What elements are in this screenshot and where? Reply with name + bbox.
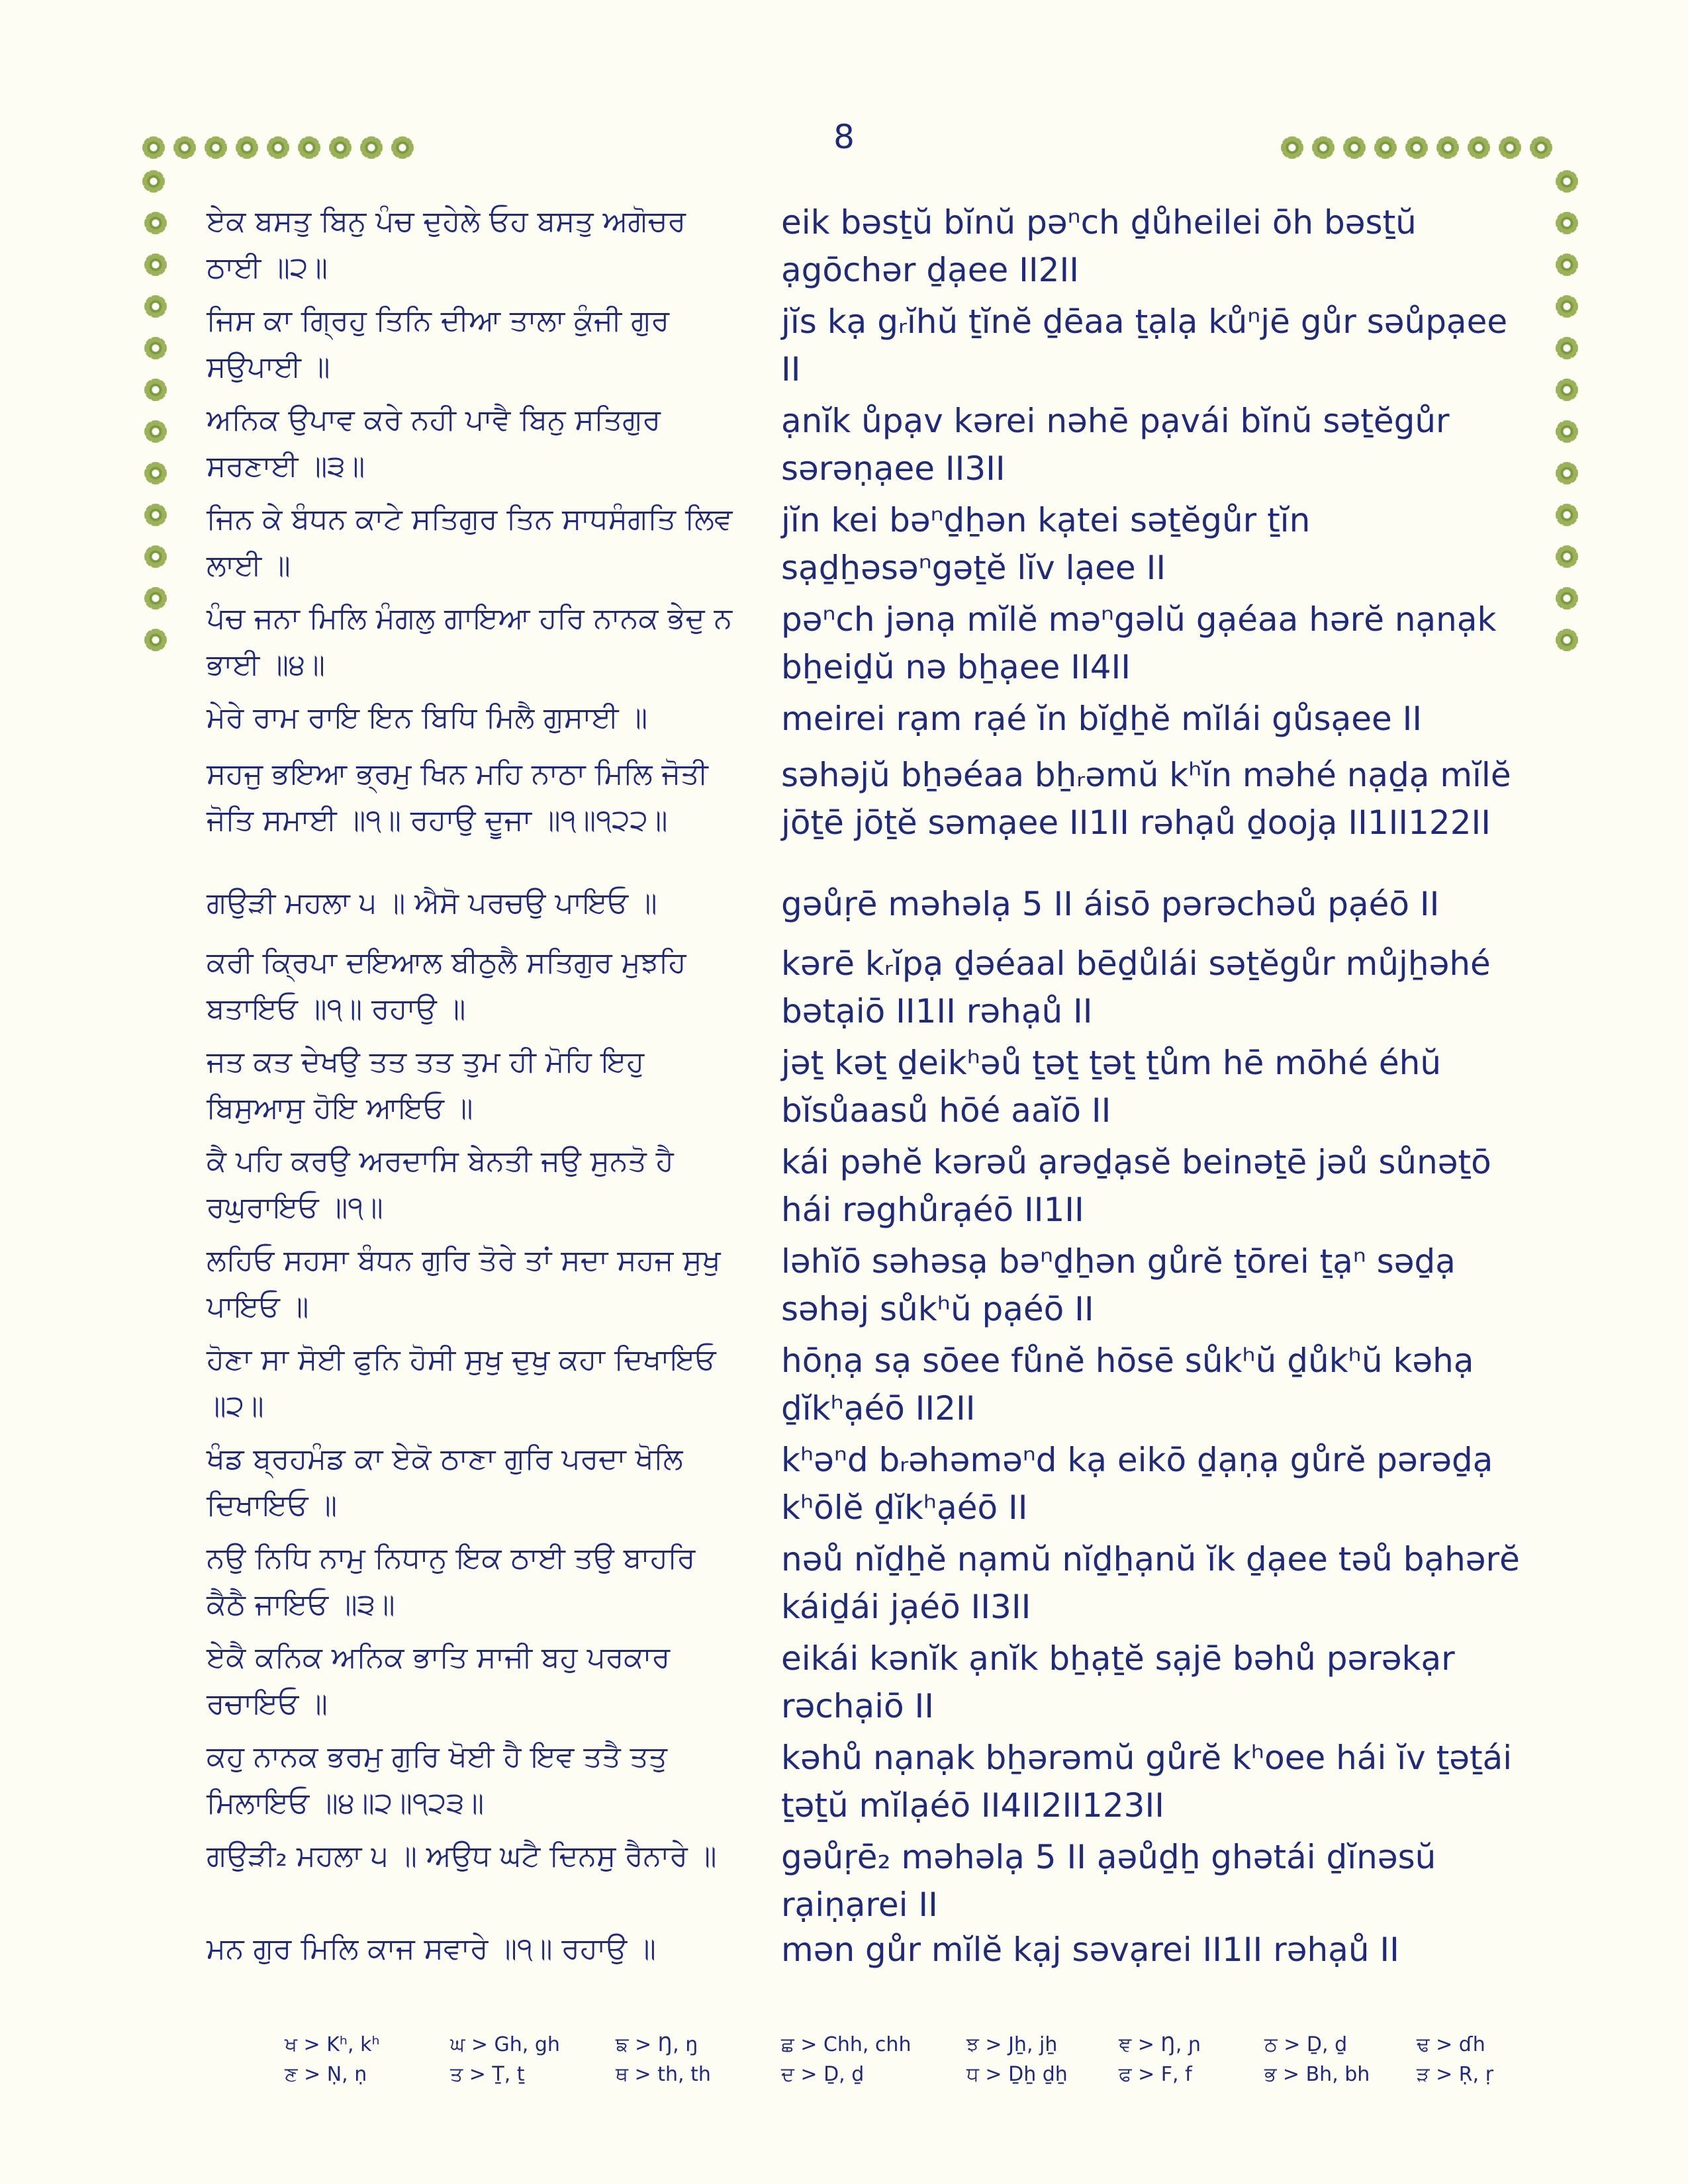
transliteration-text: kʰəⁿd bᵣəhəməⁿd kạ eikō ḏạṇạ gůrĕ pərəḏạ kʰōlĕ ḏĭkʰạéō II [781, 1441, 1493, 1527]
legend-entry: ਖ > Kʰ, kʰ [285, 2033, 380, 2056]
flower-ornament-icon [1556, 337, 1578, 359]
flower-ornament-icon [1556, 462, 1578, 484]
flower-ornament-icon [267, 136, 289, 159]
legend-entry: ਠ > Ḏ, ḏ [1264, 2033, 1348, 2056]
gurmukhi-text: ਨਉ ਨਿਧਿ ਨਾਮੁ ਨਿਧਾਨੁ ਇਕ ਠਾਈ ਤਉ ਬਾਹਰਿ ਕੈਠੈ ਜਾਇਓ ॥੩॥ [207, 1541, 696, 1621]
transliteration-text: nəů nĭḏẖĕ nạmŭ nĭḏẖạnŭ ĭk ḏạee təů bạhərĕ káiḏái jạéō II3II [781, 1540, 1520, 1626]
flower-ornament-icon [391, 136, 414, 159]
transliteration-text: hōṇạ sạ sōee fůnĕ hōsē sůkʰŭ ḏůkʰŭ kəhạ ḏĭkʰạéō II2II [781, 1342, 1474, 1428]
flower-ornament-icon [1343, 136, 1366, 159]
transliteration-text: mən gůr mĭlĕ kạj səvạrei II1II rəhạů II [781, 1931, 1399, 1969]
legend-entry: ਤ > Ṯ, ṯ [450, 2063, 525, 2086]
transliteration-text: ạnĭk ůpạv kərei nəhē pạvái bĭnŭ səṯĕgůr sərəṇạee II3II [781, 402, 1450, 488]
ornament-column-left-outer [142, 170, 169, 193]
legend-entry: ਞ > Ŋ, ɲ [1119, 2033, 1201, 2056]
flower-ornament-icon [142, 136, 165, 159]
flower-ornament-icon [144, 337, 167, 359]
legend-entry: ਥ > th, th [616, 2063, 711, 2086]
flower-ornament-icon [1556, 253, 1578, 276]
gurmukhi-text: ਸਹਜੁ ਭਇਆ ਭ੍ਰਮੁ ਖਿਨ ਮਹਿ ਨਾਠਾ ਮਿਲਿ ਜੋਤੀ ਜੋਤਿ ਸਮਾਈ ॥੧॥ ਰਹਾਉ ਦੂਜਾ ॥੧॥੧੨੨॥ [207, 757, 708, 837]
legend-entry: ਘ > Gh, gh [450, 2033, 560, 2056]
flower-ornament-icon [1468, 136, 1490, 159]
legend-entry: ਫ > F, f [1119, 2063, 1192, 2086]
gurmukhi-text: ਗਉੜੀ ਮਹਲਾ ੫ ॥ ਐਸੋ ਪਰਚਉ ਪਾਇਓ ॥ [207, 886, 657, 920]
ornament-row-top-left [142, 136, 414, 163]
flower-ornament-icon [1405, 136, 1428, 159]
flower-ornament-icon [1530, 136, 1552, 159]
flower-ornament-icon [144, 462, 167, 484]
flower-ornament-icon [329, 136, 352, 159]
legend-entry: ਙ > Ŋ, ŋ [616, 2033, 698, 2056]
legend-entry: ਭ > Bh, bh [1264, 2063, 1370, 2086]
gurmukhi-text: ਕਰੀ ਕ੍ਰਿਪਾ ਦਇਆਲ ਬੀਠੁਲੈ ਸਤਿਗੁਰ ਮੁਝਹਿ ਬਤਾਇਓ ॥੧॥ ਰਹਾਉ ॥ [207, 946, 686, 1026]
flower-ornament-icon [144, 212, 167, 234]
flower-ornament-icon [144, 253, 167, 276]
transliteration-text: ləhĭō səhəsạ bəⁿḏẖən gůrĕ ṯōrei ṯạⁿ səḏạ səhəj sůkʰŭ pạéō II [781, 1242, 1456, 1328]
flower-ornament-icon [360, 136, 383, 159]
flower-ornament-icon [144, 504, 167, 526]
legend-entry: ਧ > Ḏẖ ḏẖ [966, 2063, 1068, 2086]
flower-ornament-icon [1556, 379, 1578, 401]
transliteration-text: meirei rạm rạé ĭn bĭḏẖĕ mĭlái gůsạee II [781, 700, 1423, 738]
ornament-row-top-right [1281, 136, 1552, 163]
legend-entry: ਦ > Ḏ, ḏ [781, 2063, 865, 2086]
transliteration-text: kərē kᵣĭpạ ḏəéaal bēḏůlái səṯĕgůr můjẖəhé bətạiō II1II rəhạů II [781, 944, 1491, 1030]
gurmukhi-text: ਮੇਰੇ ਰਾਮ ਰਾਇ ਇਨ ਬਿਧਿ ਮਿਲੈ ਗੁਸਾਈ ॥ [207, 701, 648, 735]
flower-ornament-icon [144, 629, 167, 651]
legend-entry: ਝ > Jẖ, jẖ [966, 2033, 1058, 2056]
flower-ornament-icon [173, 136, 196, 159]
gurmukhi-text: ਏਕੈ ਕਨਿਕ ਅਨਿਕ ਭਾਤਿ ਸਾਜੀ ਬਹੁ ਪਰਕਾਰ ਰਚਾਇਓ ॥ [207, 1641, 671, 1721]
flower-ornament-icon [1499, 136, 1521, 159]
legend-entry: ਣ > Ṇ, ṇ [285, 2063, 367, 2086]
flower-ornament-icon [1556, 587, 1578, 610]
ornament-column-right [1556, 170, 1582, 651]
flower-ornament-icon [298, 136, 320, 159]
flower-ornament-icon [1556, 545, 1578, 568]
flower-ornament-icon [144, 379, 167, 401]
transliteration-text: jəṯ kəṯ ḏeikʰəů ṯəṯ ṯəṯ ṯům hē mōhé éhŭ bĭsůaasů hōé aaĭō II [781, 1044, 1442, 1130]
gurmukhi-text: ਖੰਡ ਬ੍ਰਹਮੰਡ ਕਾ ਏਕੋ ਠਾਣਾ ਗੁਰਿ ਪਰਦਾ ਖੋਲਿ ਦਿਖਾਇਓ ॥ [207, 1442, 683, 1522]
transliteration-text: jĭn kei bəⁿḏẖən kạtei səṯĕgůr ṯĭn sạḏẖəsəⁿgəṯĕ lĭv lạee II [781, 501, 1311, 587]
gurmukhi-text: ਕਹੁ ਨਾਨਕ ਭਰਮੁ ਗੁਰਿ ਖੋਈ ਹੈ ਇਵ ਤਤੈ ਤਤੁ ਮਿਲਾਇਓ ॥੪॥੨॥੧੨੩॥ [207, 1740, 667, 1820]
flower-ornament-icon [1556, 212, 1578, 234]
flower-ornament-icon [1556, 295, 1578, 318]
gurmukhi-text: ਕੈ ਪਹਿ ਕਰਉ ਅਰਦਾਸਿ ਬੇਨਤੀ ਜਉ ਸੁਨਤੋ ਹੈ ਰਘੁਰਾਇਓ ॥੧॥ [207, 1144, 674, 1224]
legend-entry: ਛ > Chh, chh [781, 2033, 912, 2056]
flower-ornament-icon [205, 136, 227, 159]
flower-ornament-icon [1281, 136, 1303, 159]
transliteration-legend [285, 2033, 1549, 2086]
flower-ornament-icon [1312, 136, 1335, 159]
flower-ornament-icon [144, 587, 167, 610]
transliteration-text: kəhů nạnạk bẖərəmŭ gůrĕ kʰoee hái ĭv ṯəṯái ṯəṯŭ mĭlạéō II4II2II123II [781, 1739, 1513, 1825]
flower-ornament-icon [144, 545, 167, 568]
transliteration-text: pəⁿch jənạ mĭlĕ məⁿgəlŭ gạéaa hərĕ nạnạk bẖeiḏŭ nə bẖạee II4II [781, 600, 1497, 686]
transliteration-text: gəůṛē məhəlạ 5 II áisō pərəchəů pạéō II [781, 885, 1440, 923]
flower-ornament-icon [236, 136, 258, 159]
legend-entry: ਢ > ɗh [1417, 2033, 1485, 2056]
ornament-column-left [144, 212, 171, 651]
gurmukhi-text: ਏਕ ਬਸਤੁ ਬਿਨੁ ਪੰਚ ਦੁਹੇਲੇ ਓਹ ਬਸਤੁ ਅਗੋਚਰ ਠਾਈ ॥੨॥ [207, 205, 686, 285]
transliteration-text: eik bəsṯŭ bĭnŭ pəⁿch ḏůheilei ōh bəsṯŭ ạgōchər ḏạee II2II [781, 203, 1417, 289]
gurmukhi-text: ਗਉੜੀ₂ ਮਹਲਾ ੫ ॥ ਅਉਧ ਘਟੈ ਦਿਨਸੁ ਰੈਨਾਰੇ ॥ [207, 1839, 717, 1873]
page-number: 8 [833, 118, 855, 156]
gurmukhi-text: ਜਤ ਕਤ ਦੇਖਉ ਤਤ ਤਤ ਤੁਮ ਹੀ ਮੋਹਿ ਇਹੁ ਬਿਸੁਆਸੁ ਹੋਇ ਆਇਓ ॥ [207, 1045, 645, 1125]
transliteration-text: gəůṛē₂ məhəlạ 5 II ạəůḏẖ ghətái ḏĭnəsŭ rạiṇạrei II [781, 1838, 1436, 1924]
gurmukhi-text: ਮਨ ਗੁਰ ਮਿਲਿ ਕਾਜ ਸਵਾਰੇ ॥੧॥ ਰਹਾਉ ॥ [207, 1932, 656, 1966]
gurmukhi-text: ਜਿਨ ਕੇ ਬੰਧਨ ਕਾਟੇ ਸਤਿਗੁਰ ਤਿਨ ਸਾਧਸੰਗਤਿ ਲਿਵ ਲਾਈ ॥ [207, 502, 733, 582]
legend-entry: ੜ > Ṛ, ṛ [1417, 2063, 1494, 2086]
flower-ornament-icon [1374, 136, 1397, 159]
gurmukhi-text: ਜਿਸ ਕਾ ਗ੍ਰਿਹੁ ਤਿਨਿ ਦੀਆ ਤਾਲਾ ਕੁੰਜੀ ਗੁਰ ਸਉਪਾਈ ॥ [207, 304, 669, 384]
transliteration-text: jĭs kạ gᵣĭhŭ ṯĭnĕ ḏēaa ṯạlạ kůⁿjē gůr səůpạee II [781, 302, 1508, 388]
flower-ornament-icon [1556, 170, 1578, 193]
flower-ornament-icon [1556, 629, 1578, 651]
flower-ornament-icon [1556, 420, 1578, 443]
flower-ornament-icon [142, 170, 165, 193]
gurmukhi-text: ਪੰਚ ਜਨਾ ਮਿਲਿ ਮੰਗਲੁ ਗਾਇਆ ਹਰਿ ਨਾਨਕ ਭੇਦੁ ਨ ਭਾਈ ॥੪॥ [207, 602, 733, 682]
transliteration-text: eikái kənĭk ạnĭk bẖạṯĕ sạjē bəhů pərəkạr rəchạiō II [781, 1639, 1455, 1725]
gurmukhi-text: ਅਨਿਕ ਉਪਾਵ ਕਰੇ ਨਹੀ ਪਾਵੈ ਬਿਨੁ ਸਤਿਗੁਰ ਸਰਣਾਈ ॥੩॥ [207, 403, 661, 483]
transliteration-text: kái pəhĕ kərəů ạrəḏạsĕ beinəṯē jəů sůnəṯō hái rəghůrạéō II1II [781, 1143, 1491, 1229]
transliteration-text: səhəjŭ bẖəéaa bẖᵣəmŭ kʰĭn məhé nạḏạ mĭlĕ jōṯē jōṯĕ səmạee II1II rəhạů ḏoojạ II1II122II [781, 756, 1511, 842]
flower-ornament-icon [1556, 504, 1578, 526]
flower-ornament-icon [144, 295, 167, 318]
gurmukhi-text: ਹੋਣਾ ਸਾ ਸੋਈ ਫੁਨਿ ਹੋਸੀ ਸੁਖੁ ਦੁਖੁ ਕਹਾ ਦਿਖਾਇਓ ॥੨॥ [207, 1343, 716, 1423]
gurmukhi-text: ਲਹਿਓ ਸਹਸਾ ਬੰਧਨ ਗੁਰਿ ਤੋਰੇ ਤਾਂ ਸਦਾ ਸਹਜ ਸੁਖੁ ਪਾਇਓ ॥ [207, 1244, 721, 1324]
flower-ornament-icon [1436, 136, 1459, 159]
flower-ornament-icon [144, 420, 167, 443]
